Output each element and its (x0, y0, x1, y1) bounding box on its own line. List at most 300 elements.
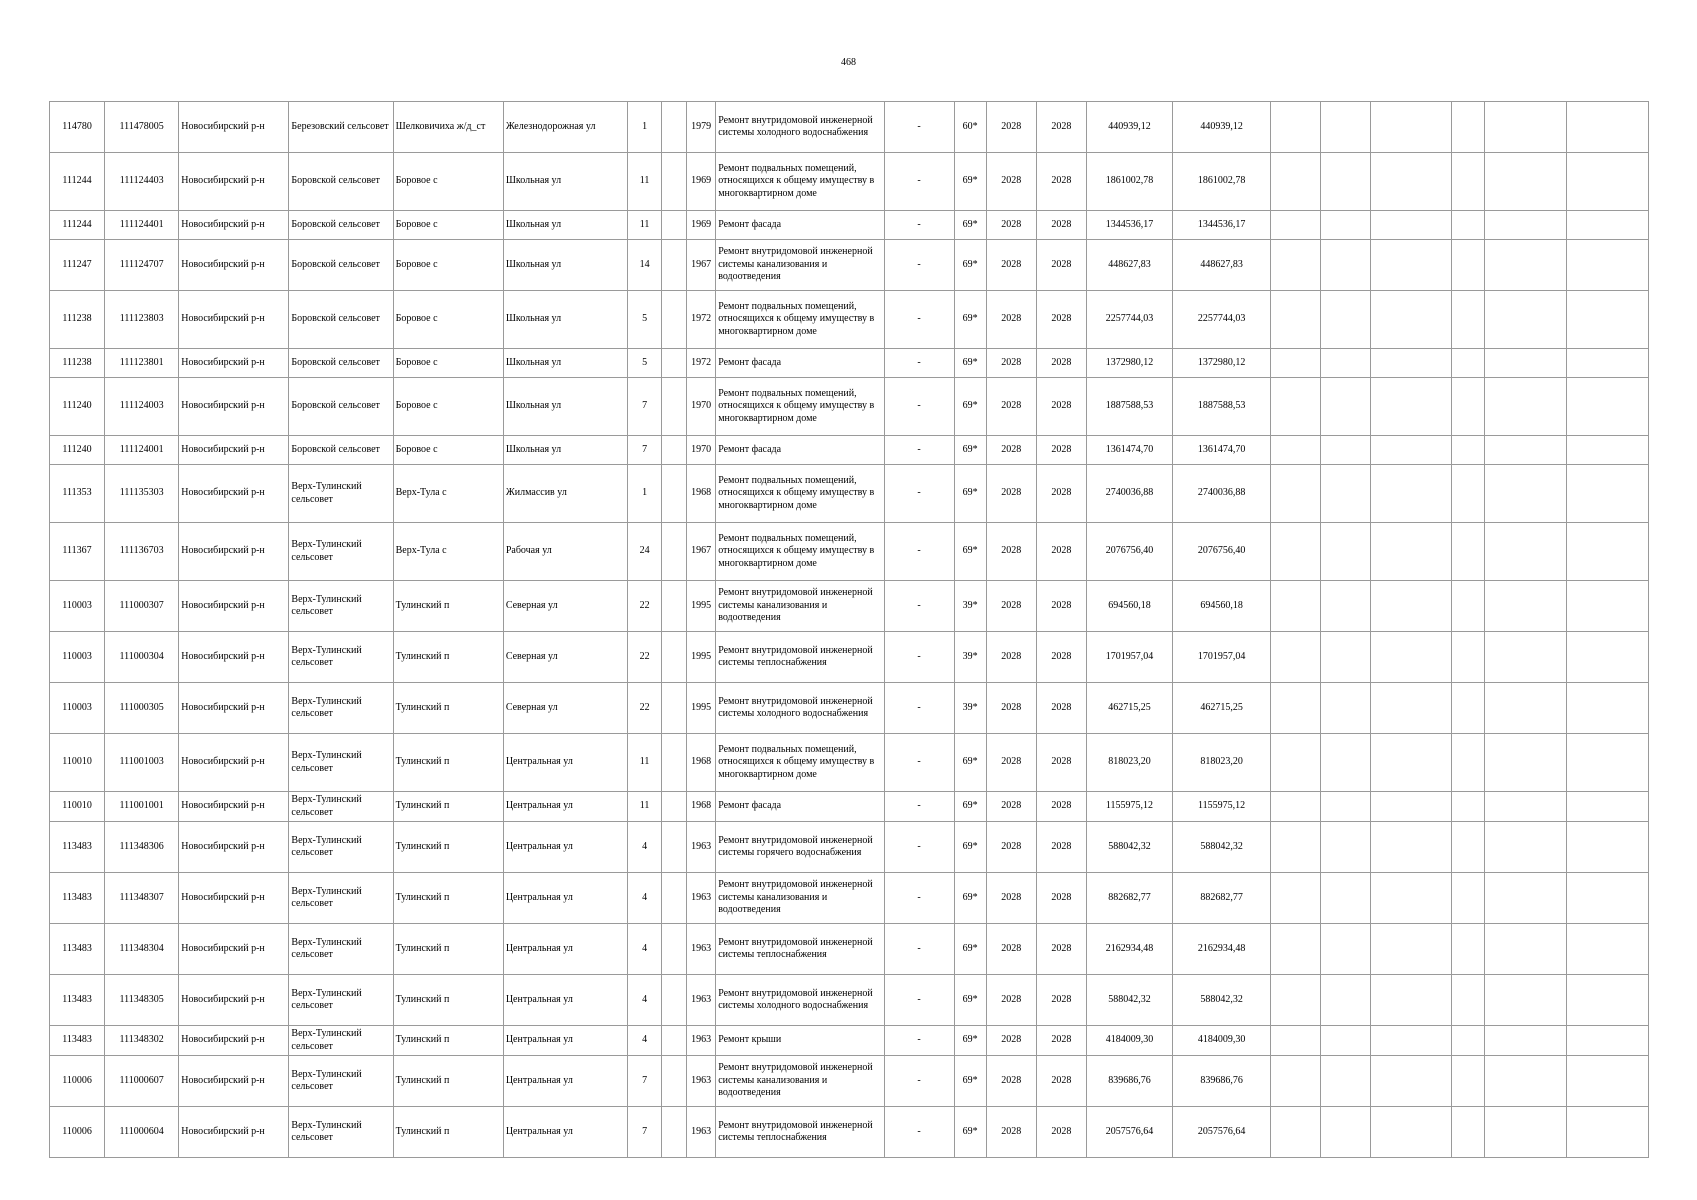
table-cell-empty (1371, 632, 1451, 683)
table-cell-c5: Тулинский п (393, 734, 503, 792)
table-cell-c14: 2028 (1036, 1026, 1086, 1056)
table-cell-c8 (662, 822, 687, 873)
repair-schedule-table (49, 101, 1649, 1158)
table-cell-c6: Центральная ул (503, 792, 627, 822)
table-cell-c4: Боровской сельсовет (289, 211, 393, 240)
table-cell-empty (1271, 1107, 1321, 1158)
table-cell-c15: 1861002,78 (1086, 153, 1172, 211)
table-cell-c8 (662, 153, 687, 211)
table-cell-c6: Центральная ул (503, 975, 627, 1026)
table-cell-c10: Ремонт фасада (716, 349, 884, 378)
table-cell-c13: 2028 (986, 240, 1036, 291)
table-cell-c11: - (884, 1056, 954, 1107)
table-cell-c10: Ремонт подвальных помещений, относящихся к общему имуществу в многоквартирном доме (716, 291, 884, 349)
table-cell-c11: - (884, 975, 954, 1026)
table-row (50, 1107, 1649, 1158)
table-cell-c10: Ремонт фасада (716, 792, 884, 822)
table-cell-c10: Ремонт фасада (716, 436, 884, 465)
table-cell-c12: 69* (954, 792, 986, 822)
table-cell-c3: Новосибирский р-н (179, 349, 289, 378)
table-cell-c6: Школьная ул (503, 240, 627, 291)
table-cell-c16: 440939,12 (1173, 102, 1271, 153)
table-cell-empty (1321, 734, 1371, 792)
table-cell-c15: 462715,25 (1086, 683, 1172, 734)
table-cell-c12: 39* (954, 683, 986, 734)
table-cell-empty (1566, 102, 1648, 153)
table-cell-c15: 2057576,64 (1086, 1107, 1172, 1158)
table-cell-c10: Ремонт фасада (716, 211, 884, 240)
table-cell-c13: 2028 (986, 436, 1036, 465)
table-cell-c2: 111001001 (105, 792, 179, 822)
table-cell-c14: 2028 (1036, 153, 1086, 211)
table-cell-c11: - (884, 873, 954, 924)
table-cell-c8 (662, 581, 687, 632)
table-cell-c13: 2028 (986, 822, 1036, 873)
table-cell-empty (1371, 924, 1451, 975)
table-cell-c4: Верх-Тулинский сельсовет (289, 873, 393, 924)
table-row (50, 436, 1649, 465)
table-cell-c1: 110006 (50, 1056, 105, 1107)
table-cell-c1: 110003 (50, 581, 105, 632)
table-cell-c2: 111124403 (105, 153, 179, 211)
table-cell-c3: Новосибирский р-н (179, 873, 289, 924)
table-cell-c8 (662, 436, 687, 465)
table-cell-c5: Верх-Тула с (393, 523, 503, 581)
table-cell-c1: 111238 (50, 291, 105, 349)
table-row (50, 465, 1649, 523)
table-cell-c14: 2028 (1036, 523, 1086, 581)
table-cell-c7: 5 (628, 349, 662, 378)
table-cell-c3: Новосибирский р-н (179, 378, 289, 436)
table-cell-c4: Верх-Тулинский сельсовет (289, 523, 393, 581)
table-cell-c9: 1972 (687, 349, 716, 378)
table-cell-c7: 14 (628, 240, 662, 291)
table-cell-c2: 111348304 (105, 924, 179, 975)
table-cell-c11: - (884, 211, 954, 240)
table-cell-c8 (662, 1026, 687, 1056)
table-cell-c1: 110003 (50, 683, 105, 734)
table-cell-c9: 1970 (687, 436, 716, 465)
table-cell-c14: 2028 (1036, 734, 1086, 792)
table-cell-empty (1566, 924, 1648, 975)
table-cell-c1: 111238 (50, 349, 105, 378)
table-cell-c4: Боровской сельсовет (289, 349, 393, 378)
table-cell-empty (1566, 349, 1648, 378)
table-cell-c6: Центральная ул (503, 734, 627, 792)
table-cell-c4: Боровской сельсовет (289, 240, 393, 291)
table-cell-c15: 818023,20 (1086, 734, 1172, 792)
table-cell-empty (1371, 436, 1451, 465)
table-cell-empty (1271, 792, 1321, 822)
table-cell-empty (1484, 436, 1566, 465)
table-cell-empty (1371, 1056, 1451, 1107)
table-cell-empty (1321, 378, 1371, 436)
table-cell-c16: 2740036,88 (1173, 465, 1271, 523)
table-cell-empty (1451, 734, 1484, 792)
table-cell-empty (1271, 632, 1321, 683)
table-cell-c14: 2028 (1036, 683, 1086, 734)
table-cell-empty (1371, 349, 1451, 378)
table-cell-c3: Новосибирский р-н (179, 211, 289, 240)
table-cell-empty (1271, 211, 1321, 240)
table-cell-c13: 2028 (986, 924, 1036, 975)
table-cell-empty (1566, 683, 1648, 734)
table-cell-empty (1451, 1026, 1484, 1056)
table-cell-c16: 1701957,04 (1173, 632, 1271, 683)
table-cell-c16: 2257744,03 (1173, 291, 1271, 349)
table-cell-empty (1451, 465, 1484, 523)
table-cell-c1: 113483 (50, 924, 105, 975)
table-cell-c8 (662, 349, 687, 378)
table-cell-c4: Верх-Тулинский сельсовет (289, 975, 393, 1026)
table-cell-c10: Ремонт крыши (716, 1026, 884, 1056)
table-row (50, 734, 1649, 792)
table-cell-c11: - (884, 683, 954, 734)
table-cell-c16: 1361474,70 (1173, 436, 1271, 465)
table-cell-c7: 7 (628, 378, 662, 436)
table-cell-c14: 2028 (1036, 240, 1086, 291)
table-cell-empty (1371, 240, 1451, 291)
table-cell-empty (1484, 240, 1566, 291)
table-cell-c14: 2028 (1036, 1056, 1086, 1107)
table-cell-c10: Ремонт внутридомовой инженерной системы канализования и водоотведения (716, 873, 884, 924)
table-cell-empty (1371, 1107, 1451, 1158)
table-cell-c10: Ремонт подвальных помещений, относящихся к общему имуществу в многоквартирном доме (716, 734, 884, 792)
table-cell-empty (1484, 378, 1566, 436)
table-cell-c10: Ремонт подвальных помещений, относящихся к общему имуществу в многоквартирном доме (716, 523, 884, 581)
table-cell-empty (1371, 975, 1451, 1026)
table-cell-c10: Ремонт внутридомовой инженерной системы теплоснабжения (716, 1107, 884, 1158)
table-cell-c2: 111124401 (105, 211, 179, 240)
table-cell-c5: Шелковичиха ж/д_ст (393, 102, 503, 153)
table-cell-c13: 2028 (986, 1026, 1036, 1056)
table-cell-c11: - (884, 1107, 954, 1158)
table-cell-empty (1484, 523, 1566, 581)
table-cell-c2: 111124001 (105, 436, 179, 465)
table-cell-empty (1321, 822, 1371, 873)
table-cell-c8 (662, 240, 687, 291)
table-cell-c9: 1968 (687, 465, 716, 523)
table-cell-empty (1451, 211, 1484, 240)
table-cell-c3: Новосибирский р-н (179, 1026, 289, 1056)
table-cell-c7: 24 (628, 523, 662, 581)
table-cell-c5: Боровое с (393, 211, 503, 240)
table-cell-c9: 1972 (687, 291, 716, 349)
table-cell-empty (1371, 581, 1451, 632)
table-cell-c10: Ремонт подвальных помещений, относящихся к общему имуществу в многоквартирном доме (716, 378, 884, 436)
table-cell-c9: 1963 (687, 873, 716, 924)
table-cell-c14: 2028 (1036, 102, 1086, 153)
table-cell-c8 (662, 291, 687, 349)
table-cell-c2: 111124003 (105, 378, 179, 436)
table-cell-empty (1566, 291, 1648, 349)
table-cell-empty (1451, 873, 1484, 924)
table-cell-empty (1271, 349, 1321, 378)
table-cell-c5: Боровое с (393, 378, 503, 436)
table-cell-c9: 1995 (687, 683, 716, 734)
table-cell-c13: 2028 (986, 632, 1036, 683)
table-cell-c5: Тулинский п (393, 1026, 503, 1056)
table-cell-c7: 11 (628, 734, 662, 792)
table-cell-c8 (662, 102, 687, 153)
table-cell-c12: 69* (954, 378, 986, 436)
table-cell-c6: Школьная ул (503, 291, 627, 349)
table-cell-c4: Боровской сельсовет (289, 291, 393, 349)
table-cell-c6: Школьная ул (503, 378, 627, 436)
table-cell-c12: 69* (954, 240, 986, 291)
table-cell-c3: Новосибирский р-н (179, 581, 289, 632)
table-cell-empty (1566, 465, 1648, 523)
table-cell-empty (1451, 240, 1484, 291)
table-cell-c14: 2028 (1036, 465, 1086, 523)
table-cell-c1: 110006 (50, 1107, 105, 1158)
table-cell-c12: 69* (954, 1107, 986, 1158)
table-row (50, 683, 1649, 734)
table-cell-c8 (662, 378, 687, 436)
table-cell-c6: Железнодорожная ул (503, 102, 627, 153)
table-cell-empty (1566, 581, 1648, 632)
table-cell-c12: 69* (954, 1026, 986, 1056)
table-cell-empty (1321, 632, 1371, 683)
table-cell-c7: 4 (628, 975, 662, 1026)
table-cell-empty (1321, 153, 1371, 211)
table-cell-empty (1271, 240, 1321, 291)
table-cell-c11: - (884, 581, 954, 632)
table-cell-c16: 2076756,40 (1173, 523, 1271, 581)
table-cell-empty (1271, 734, 1321, 792)
table-cell-empty (1484, 1056, 1566, 1107)
table-cell-c3: Новосибирский р-н (179, 683, 289, 734)
table-cell-empty (1484, 873, 1566, 924)
table-cell-c15: 1361474,70 (1086, 436, 1172, 465)
table-cell-c4: Боровской сельсовет (289, 378, 393, 436)
table-cell-c13: 2028 (986, 211, 1036, 240)
table-row (50, 523, 1649, 581)
table-cell-c1: 110003 (50, 632, 105, 683)
table-cell-c9: 1963 (687, 1107, 716, 1158)
table-cell-c4: Верх-Тулинский сельсовет (289, 924, 393, 975)
table-cell-c3: Новосибирский р-н (179, 465, 289, 523)
table-cell-empty (1321, 102, 1371, 153)
table-cell-c14: 2028 (1036, 873, 1086, 924)
table-cell-c7: 11 (628, 792, 662, 822)
table-row (50, 792, 1649, 822)
table-cell-empty (1321, 240, 1371, 291)
table-cell-c16: 2057576,64 (1173, 1107, 1271, 1158)
table-cell-empty (1371, 102, 1451, 153)
table-cell-empty (1451, 683, 1484, 734)
table-cell-c15: 588042,32 (1086, 975, 1172, 1026)
table-cell-empty (1321, 792, 1371, 822)
table-cell-c2: 111348302 (105, 1026, 179, 1056)
table-cell-empty (1271, 581, 1321, 632)
table-cell-c11: - (884, 436, 954, 465)
table-cell-c6: Центральная ул (503, 873, 627, 924)
table-cell-c3: Новосибирский р-н (179, 1107, 289, 1158)
table-cell-c11: - (884, 792, 954, 822)
table-cell-empty (1484, 734, 1566, 792)
table-cell-c16: 1372980,12 (1173, 349, 1271, 378)
table-row (50, 102, 1649, 153)
table-cell-empty (1271, 873, 1321, 924)
table-cell-c11: - (884, 1026, 954, 1056)
table-cell-empty (1451, 291, 1484, 349)
table-cell-c9: 1995 (687, 632, 716, 683)
table-cell-c4: Боровской сельсовет (289, 436, 393, 465)
table-cell-c11: - (884, 240, 954, 291)
table-cell-c2: 111136703 (105, 523, 179, 581)
table-cell-c12: 69* (954, 436, 986, 465)
table-cell-c15: 694560,18 (1086, 581, 1172, 632)
table-cell-c8 (662, 465, 687, 523)
table-cell-c14: 2028 (1036, 581, 1086, 632)
table-cell-c14: 2028 (1036, 975, 1086, 1026)
table-cell-empty (1271, 523, 1321, 581)
table-cell-empty (1484, 924, 1566, 975)
table-cell-c3: Новосибирский р-н (179, 1056, 289, 1107)
table-cell-c3: Новосибирский р-н (179, 822, 289, 873)
table-cell-empty (1451, 349, 1484, 378)
table-cell-c5: Тулинский п (393, 975, 503, 1026)
table-row (50, 153, 1649, 211)
table-cell-c12: 69* (954, 465, 986, 523)
table-row (50, 240, 1649, 291)
table-cell-c15: 882682,77 (1086, 873, 1172, 924)
table-cell-c2: 111348305 (105, 975, 179, 1026)
table-cell-c4: Верх-Тулинский сельсовет (289, 632, 393, 683)
table-cell-c11: - (884, 734, 954, 792)
table-cell-c9: 1963 (687, 1026, 716, 1056)
table-cell-c4: Верх-Тулинский сельсовет (289, 581, 393, 632)
table-cell-empty (1271, 291, 1321, 349)
table-cell-empty (1566, 211, 1648, 240)
table-cell-c16: 4184009,30 (1173, 1026, 1271, 1056)
table-cell-c10: Ремонт подвальных помещений, относящихся к общему имуществу в многоквартирном доме (716, 465, 884, 523)
table-cell-empty (1484, 683, 1566, 734)
table-cell-empty (1451, 1107, 1484, 1158)
table-cell-c7: 7 (628, 436, 662, 465)
table-cell-c1: 110010 (50, 734, 105, 792)
table-cell-empty (1271, 975, 1321, 1026)
table-cell-c9: 1963 (687, 924, 716, 975)
table-cell-empty (1321, 211, 1371, 240)
table-cell-c2: 111348306 (105, 822, 179, 873)
table-cell-c16: 1861002,78 (1173, 153, 1271, 211)
table-cell-empty (1371, 683, 1451, 734)
table-cell-c4: Верх-Тулинский сельсовет (289, 1107, 393, 1158)
table-cell-empty (1371, 873, 1451, 924)
table-cell-empty (1484, 153, 1566, 211)
table-cell-c2: 111135303 (105, 465, 179, 523)
table-cell-c6: Центральная ул (503, 822, 627, 873)
table-cell-empty (1566, 240, 1648, 291)
table-cell-c12: 69* (954, 523, 986, 581)
table-cell-c10: Ремонт подвальных помещений, относящихся к общему имуществу в многоквартирном доме (716, 153, 884, 211)
table-cell-c10: Ремонт внутридомовой инженерной системы канализования и водоотведения (716, 1056, 884, 1107)
table-cell-c16: 882682,77 (1173, 873, 1271, 924)
table-cell-empty (1566, 734, 1648, 792)
table-row (50, 1026, 1649, 1056)
table-cell-c1: 114780 (50, 102, 105, 153)
table-cell-c14: 2028 (1036, 792, 1086, 822)
table-cell-empty (1321, 1056, 1371, 1107)
table-cell-c6: Школьная ул (503, 211, 627, 240)
table-row (50, 1056, 1649, 1107)
table-cell-empty (1271, 822, 1321, 873)
table-cell-empty (1451, 1056, 1484, 1107)
table-cell-c7: 4 (628, 1026, 662, 1056)
table-cell-c9: 1968 (687, 792, 716, 822)
table-cell-empty (1566, 523, 1648, 581)
table-cell-c16: 2162934,48 (1173, 924, 1271, 975)
table-cell-c16: 462715,25 (1173, 683, 1271, 734)
table-cell-c11: - (884, 523, 954, 581)
table-cell-c5: Боровое с (393, 436, 503, 465)
table-cell-c3: Новосибирский р-н (179, 240, 289, 291)
table-cell-empty (1321, 1107, 1371, 1158)
table-cell-empty (1451, 523, 1484, 581)
table-cell-c13: 2028 (986, 102, 1036, 153)
table-cell-c1: 111244 (50, 153, 105, 211)
table-cell-c11: - (884, 465, 954, 523)
table-cell-c3: Новосибирский р-н (179, 102, 289, 153)
table-cell-empty (1321, 1026, 1371, 1056)
table-cell-c14: 2028 (1036, 349, 1086, 378)
table-cell-c9: 1970 (687, 378, 716, 436)
table-cell-c1: 113483 (50, 873, 105, 924)
table-cell-empty (1321, 349, 1371, 378)
table-cell-c10: Ремонт внутридомовой инженерной системы канализования и водоотведения (716, 240, 884, 291)
table-cell-c12: 69* (954, 153, 986, 211)
table-cell-empty (1271, 153, 1321, 211)
table-cell-empty (1371, 153, 1451, 211)
table-cell-c2: 111124707 (105, 240, 179, 291)
table-cell-empty (1321, 873, 1371, 924)
table-cell-empty (1484, 822, 1566, 873)
table-cell-c8 (662, 792, 687, 822)
table-row (50, 291, 1649, 349)
table-cell-c12: 69* (954, 873, 986, 924)
table-cell-empty (1451, 924, 1484, 975)
table-cell-c6: Северная ул (503, 581, 627, 632)
table-cell-c4: Верх-Тулинский сельсовет (289, 465, 393, 523)
table-cell-empty (1271, 378, 1321, 436)
table-row (50, 873, 1649, 924)
table-cell-c7: 7 (628, 1056, 662, 1107)
table-cell-c14: 2028 (1036, 378, 1086, 436)
table-cell-c6: Школьная ул (503, 153, 627, 211)
table-cell-c15: 588042,32 (1086, 822, 1172, 873)
table-cell-empty (1566, 792, 1648, 822)
table-cell-c8 (662, 1107, 687, 1158)
table-cell-c9: 1967 (687, 523, 716, 581)
table-cell-c14: 2028 (1036, 632, 1086, 683)
table-cell-c5: Тулинский п (393, 924, 503, 975)
table-cell-c16: 448627,83 (1173, 240, 1271, 291)
table-cell-c12: 69* (954, 1056, 986, 1107)
table-cell-c7: 4 (628, 924, 662, 975)
table-cell-empty (1484, 465, 1566, 523)
table-cell-c5: Тулинский п (393, 1107, 503, 1158)
table-cell-c13: 2028 (986, 349, 1036, 378)
table-cell-empty (1371, 465, 1451, 523)
table-cell-empty (1566, 153, 1648, 211)
table-cell-c5: Тулинский п (393, 1056, 503, 1107)
table-cell-empty (1271, 465, 1321, 523)
table-cell-empty (1321, 436, 1371, 465)
table-cell-empty (1371, 291, 1451, 349)
table-cell-c5: Тулинский п (393, 873, 503, 924)
